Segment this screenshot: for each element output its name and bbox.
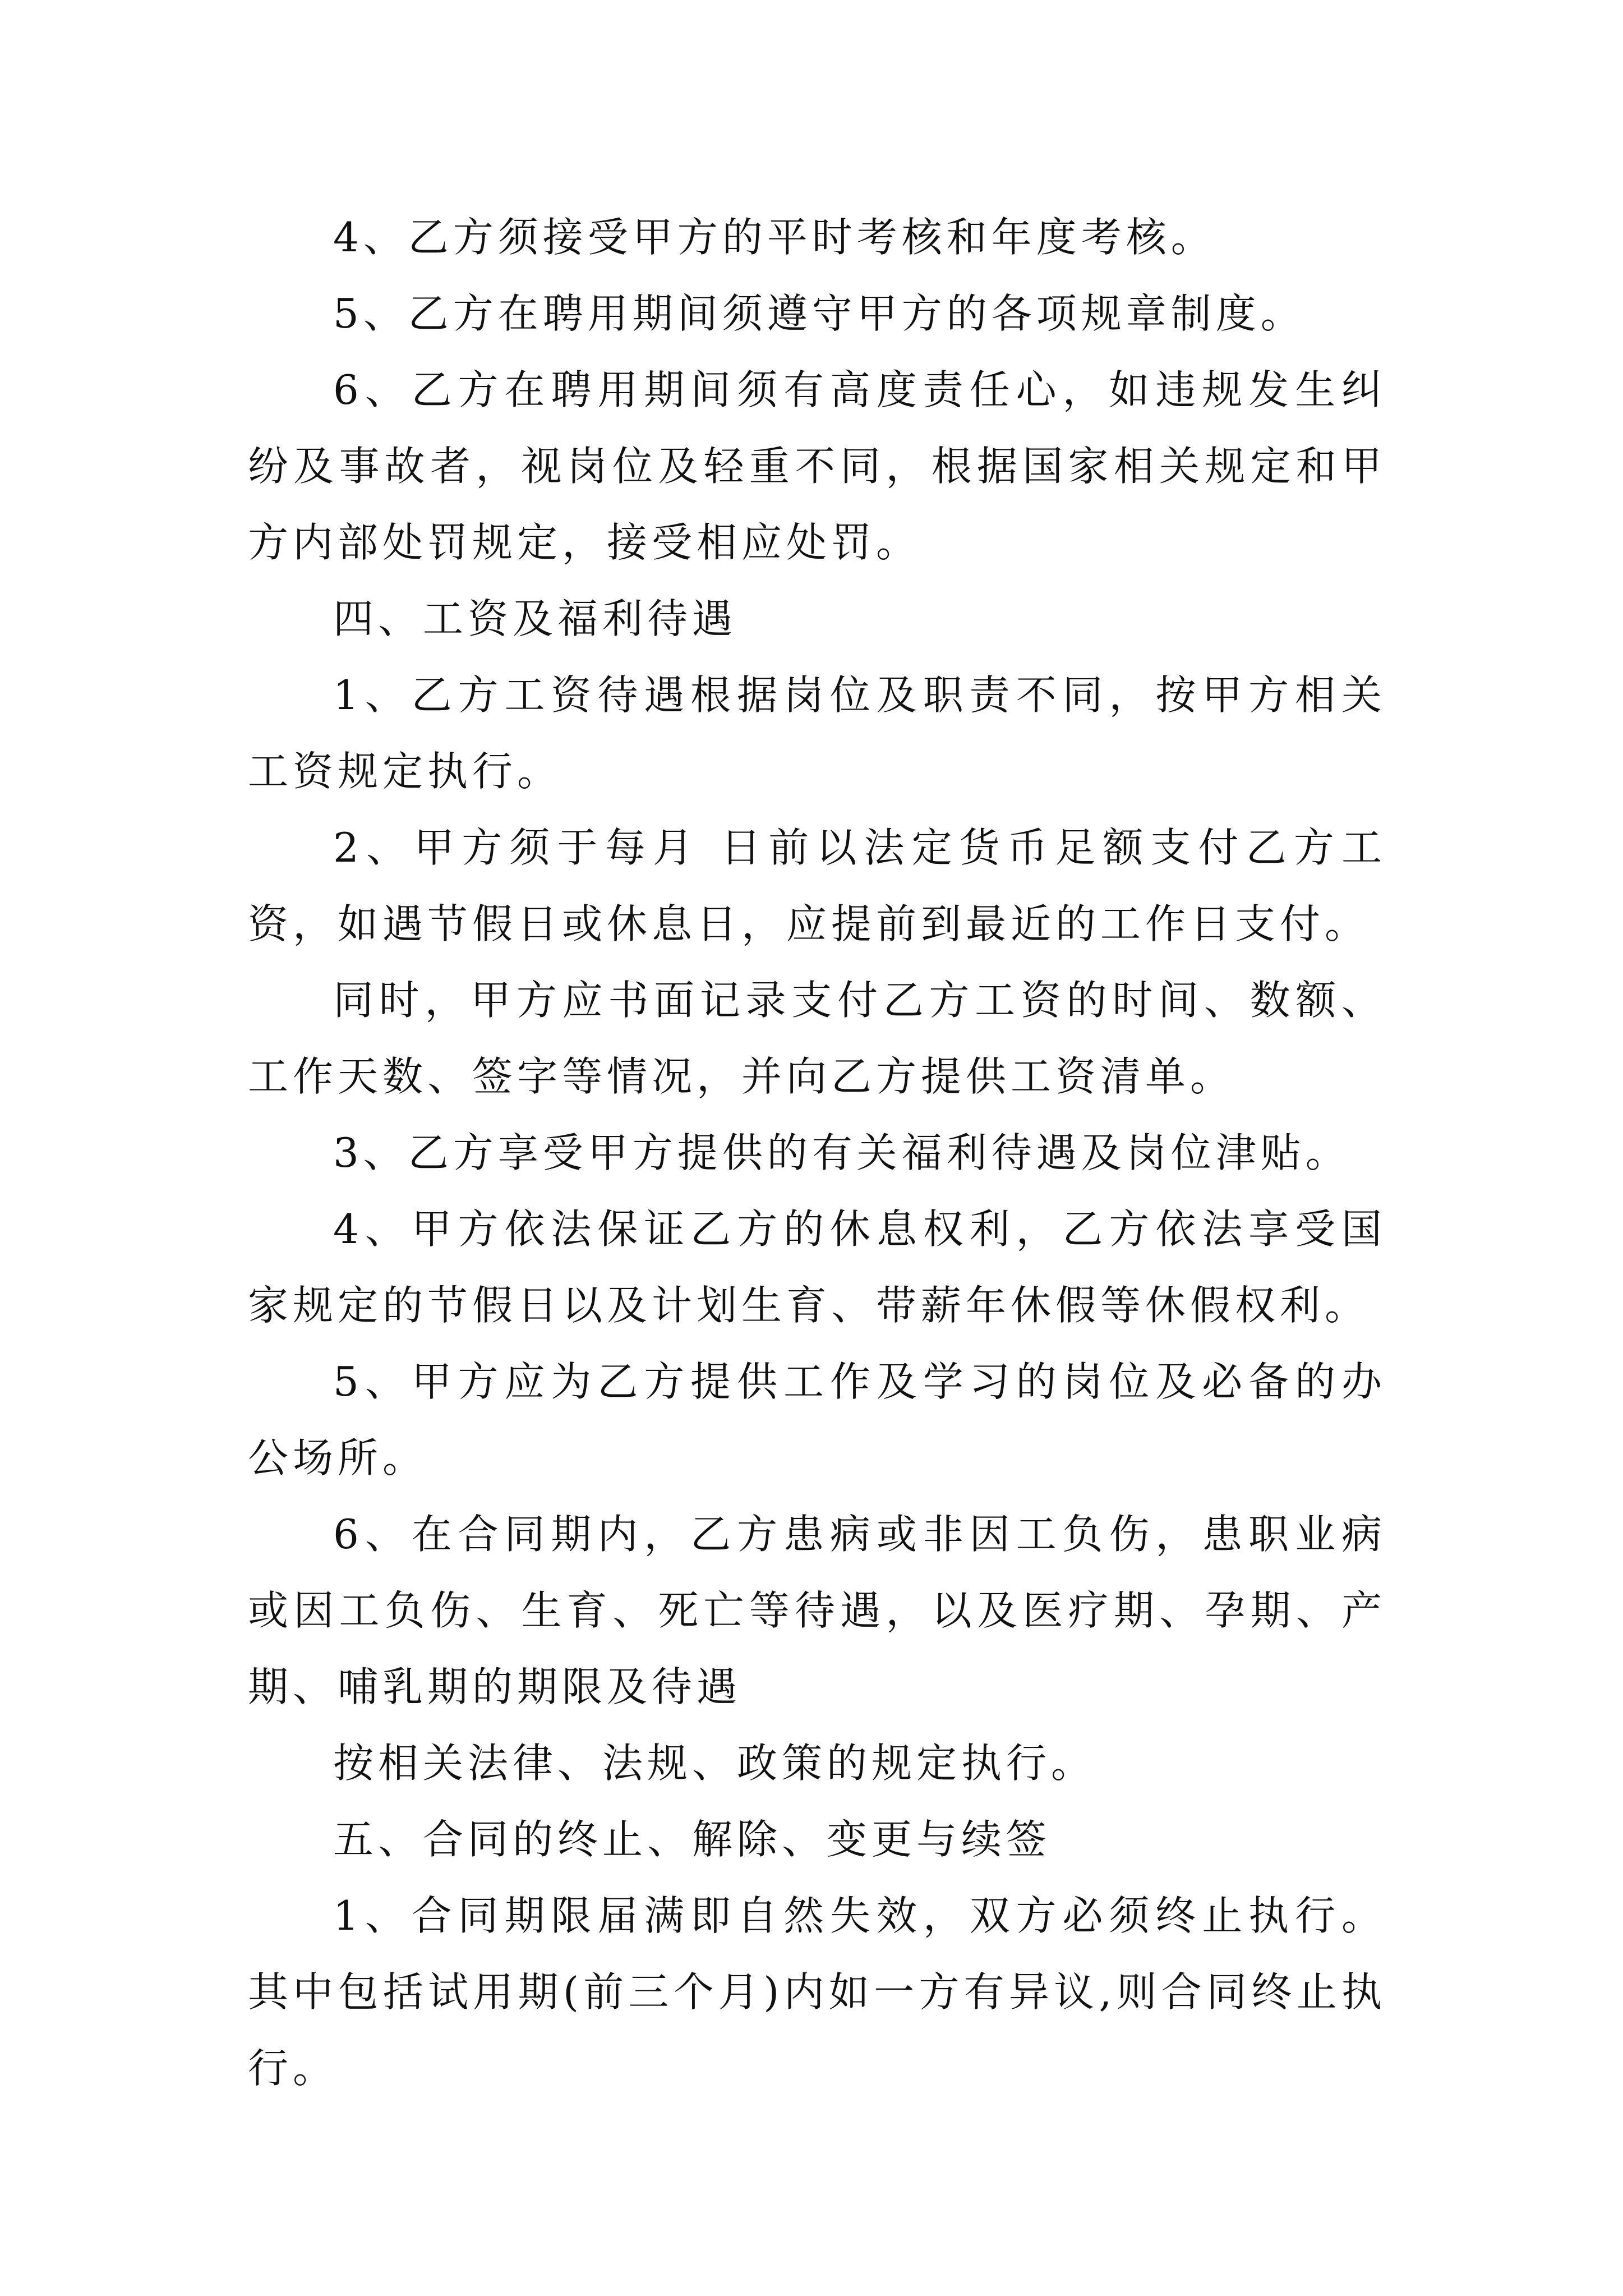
paragraph-responsibility: 6、乙方在聘用期间须有高度责任心，如违规发生纠纷及事故者，视岗位及轻重不同，根据国家相关规定和甲方内部处罚规定，接受相应处罚。: [248, 366, 1386, 566]
paragraph-rest-rights: 4、甲方依法保证乙方的休息权利，乙方依法享受国家规定的节假日以及计划生育、带薪年休假等休假权利。: [248, 1205, 1386, 1329]
document-body: [248, 199, 1386, 2106]
paragraph-rules: 5、乙方在聘用期间须遵守甲方的各项规章制度。: [333, 290, 1306, 337]
paragraph-expiry: 1、合同期限届满即自然失效，双方必须终止执行。其中包括试用期(前三个月)内如一方有异议,则合同终止执行。: [248, 1892, 1386, 2092]
paragraph-wage-payment: 2、甲方须于每月 日前以法定货币足额支付乙方工资，如遇节假日或休息日，应提前到最近的工作日支付。: [248, 824, 1386, 947]
paragraph-wage-standard: 1、乙方工资待遇根据岗位及职责不同，按甲方相关工资规定执行。: [248, 671, 1386, 795]
paragraph-assessment: 4、乙方须接受甲方的平时考核和年度考核。: [333, 214, 1216, 261]
paragraph-workplace: 5、甲方应为乙方提供工作及学习的岗位及必备的办公场所。: [248, 1358, 1386, 1481]
paragraph-benefits: 3、乙方享受甲方提供的有关福利待遇及岗位津贴。: [333, 1129, 1350, 1176]
section-heading-wages: 四、工资及福利待遇: [333, 595, 737, 642]
paragraph-wage-record: 同时，甲方应书面记录支付乙方工资的时间、数额、工作天数、签字等情况，并向乙方提供工资清单。: [248, 977, 1386, 1100]
section-heading-termination: 五、合同的终止、解除、变更与续签: [333, 1816, 1052, 1863]
paragraph-illness-injury: 6、在合同期内，乙方患病或非因工负伤，患职业病或因工负伤、生育、死亡等待遇，以及医疗期、孕期、产期、哺乳期的期限及待遇: [248, 1511, 1386, 1710]
paragraph-legal-basis: 按相关法律、法规、政策的规定执行。: [333, 1740, 1096, 1787]
